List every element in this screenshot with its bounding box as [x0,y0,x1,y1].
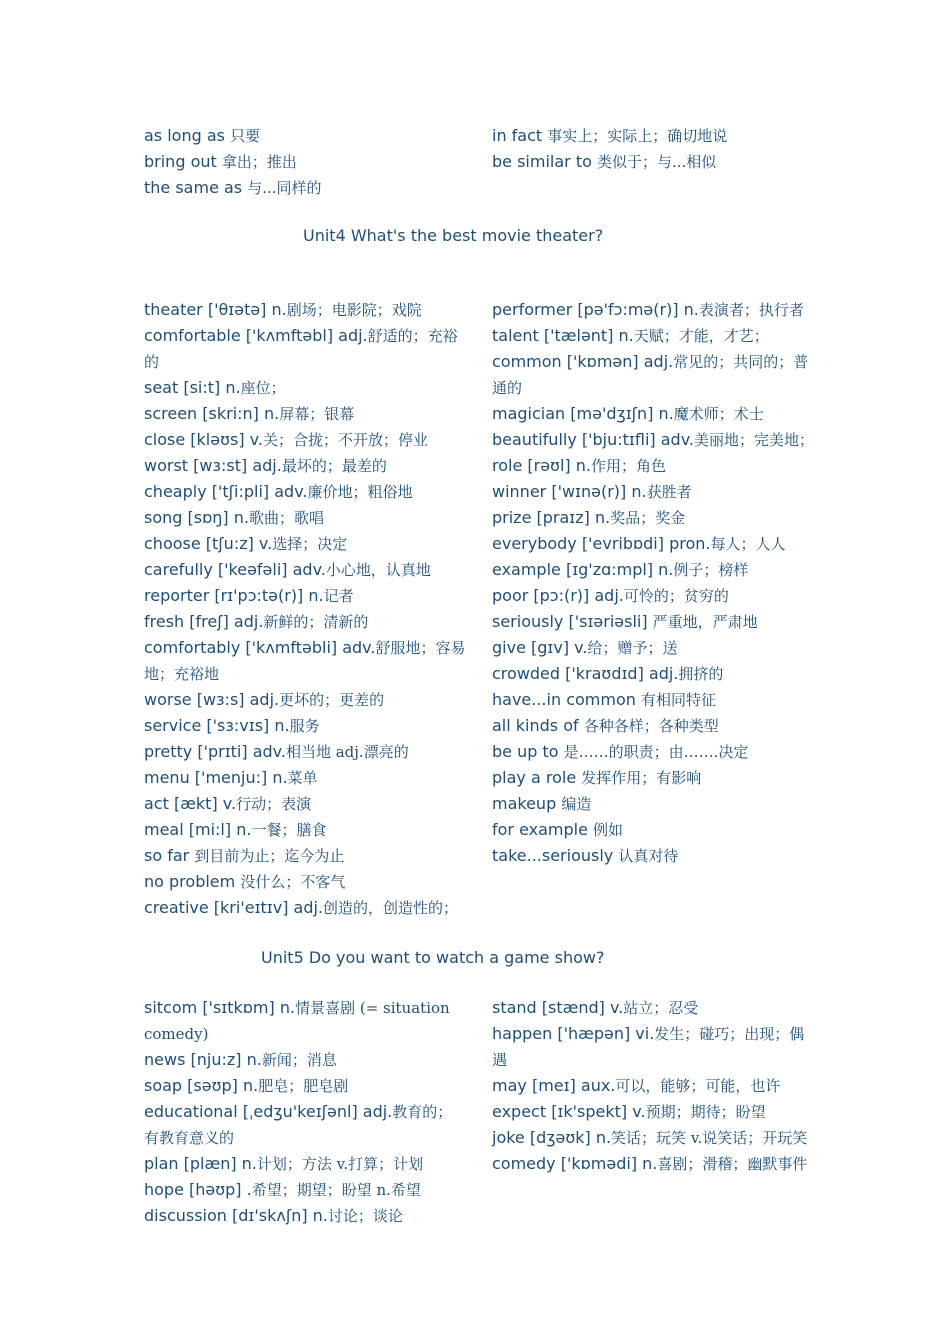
word-chinese: 最坏的；最差的 [281,457,387,475]
word-chinese: 教育的；有教育意义的 [144,1103,453,1147]
vocab-entry [492,635,814,661]
word-chinese: 严重地，严肃地 [652,613,758,631]
word-chinese: 到目前为止；迄今为止 [194,847,345,865]
vocab-entry [144,843,466,869]
word-english: soap [səʊp] n. [144,1076,259,1095]
word-english: screen [skri:n] n. [144,404,280,423]
word-chinese: 歌曲；歌唱 [248,509,324,527]
word-english: happen ['hæpən] vi. [492,1024,655,1043]
vocab-entry [144,453,466,479]
word-english: reporter [rɪ'pɔ:tə(r)] n. [144,586,324,605]
vocab-entry [144,1177,466,1203]
word-english: for example [492,820,594,839]
word-english: magician [mə'dʒɪʃn] n. [492,404,674,423]
word-chinese: 可以，能够；可能，也许 [615,1077,781,1095]
word-chinese: 事实上；实际上；确切地说 [547,127,728,145]
word-english: comfortable ['kʌmftəbl] adj. [144,326,368,345]
word-chinese: 只要 [230,127,261,145]
word-english: no problem [144,872,241,891]
word-english: poor [pɔ:(r)] adj. [492,586,624,605]
word-english: beautifully ['bju:tɪfli] adv. [492,430,694,449]
word-chinese: 拿出；推出 [221,153,297,171]
vocab-entry [492,323,814,349]
vocab-entry [144,791,466,817]
word-chinese: 廉价地；粗俗地 [307,483,413,501]
vocab-entry [492,505,814,531]
vocab-entry [492,1021,814,1073]
word-chinese: 选择；决定 [272,535,348,553]
word-english: sitcom ['sɪtkɒm] n. [144,998,296,1017]
word-chinese: 记者 [323,587,354,605]
vocab-entry [144,739,466,765]
vocab-entry [144,479,466,505]
vocab-entry [144,895,466,921]
vocab-entry [144,713,466,739]
word-chinese: 作用；角色 [590,457,666,475]
vocab-entry [144,1073,466,1099]
unit5-left-column [144,995,466,1229]
word-english: talent ['tælənt] n. [492,326,634,345]
word-english: joke [dʒəʊk] n. [492,1128,612,1147]
vocab-entry [144,765,466,791]
word-chinese: 给；赠予；送 [587,639,678,657]
word-chinese: 更坏的；更差的 [279,691,385,709]
word-english: seriously ['sɪəriəsli] [492,612,653,631]
word-english: expect [ɪk'spekt] v. [492,1102,646,1121]
word-chinese: 获胜者 [646,483,692,501]
word-english: act [ækt] v. [144,794,237,813]
vocab-entry [492,1125,814,1151]
vocab-entry [492,1151,814,1177]
word-english: close [kləʊs] v. [144,430,263,449]
word-chinese: 计划；方法 v.打算；计划 [256,1155,424,1173]
vocab-entry [492,297,814,323]
word-chinese: 美丽地；完美地； [694,431,815,449]
word-english: makeup [492,794,562,813]
word-chinese: 关；合拢；不开放；停业 [262,431,428,449]
unit5-heading: Unit5 Do you want to watch a game show? [261,948,605,967]
vocab-entry [492,453,814,479]
vocab-entry [492,583,814,609]
word-chinese: 例如 [593,821,624,839]
word-chinese: 可怜的；贫穷的 [623,587,729,605]
word-english: example [ɪg'zɑ:mpl] n. [492,560,674,579]
word-english: give [gɪv] v. [492,638,588,657]
word-english: be up to [492,742,564,761]
word-chinese: 奖品；奖金 [610,509,686,527]
vocab-entry [144,505,466,531]
word-chinese: 肥皂；肥皂剧 [258,1077,349,1095]
word-english: crowded ['kraʊdɪd] adj. [492,664,679,683]
vocab-entry [144,1151,466,1177]
word-chinese: 座位； [240,379,286,397]
word-chinese: 剧场；电影院；戏院 [286,301,422,319]
word-english: plan [plæn] n. [144,1154,257,1173]
word-chinese: 舒适的；充裕的 [144,327,458,371]
word-chinese: 常见的；共同的；普通的 [492,353,809,397]
word-english: comedy ['kɒmədi] n. [492,1154,658,1173]
word-english: song [sɒŋ] n. [144,508,249,527]
word-chinese: 表演者；执行者 [698,301,804,319]
word-chinese: 与...同样的 [247,179,322,197]
word-english: role [rəʊl] n. [492,456,591,475]
top-right-column [492,123,814,175]
vocab-entry [492,479,814,505]
word-chinese: 行动；表演 [236,795,312,813]
vocab-entry [492,349,814,401]
word-chinese: 类似于；与...相似 [596,153,717,171]
word-english: worse [wɜ:s] adj. [144,690,280,709]
word-english: worst [wɜ:st] adj. [144,456,282,475]
vocab-entry [492,713,814,739]
vocab-entry [492,531,814,557]
word-english: choose [tʃu:z] v. [144,534,273,553]
vocab-entry [492,765,814,791]
word-english: prize [praɪz] n. [492,508,611,527]
word-english: educational [ˌedʒu'keɪʃənl] adj. [144,1102,393,1121]
vocab-entry [144,323,466,375]
vocab-entry [492,557,814,583]
vocab-entry [492,791,814,817]
vocab-entry [492,401,814,427]
word-english: pretty ['prɪti] adv. [144,742,286,761]
word-english: take...seriously [492,846,619,865]
unit4-right-column [492,297,814,869]
word-english: winner ['wɪnə(r)] n. [492,482,647,501]
vocab-entry [144,635,466,687]
word-chinese: 服务 [289,717,320,735]
word-chinese: 天赋；才能，才艺； [633,327,769,345]
word-chinese: 创造的，创造性的； [323,899,459,917]
word-chinese: 发挥作用；有影响 [581,769,702,787]
word-english: be similar to [492,152,597,171]
vocab-entry [492,739,814,765]
word-english: everybody ['evribɒdi] pron. [492,534,711,553]
vocab-entry [492,661,814,687]
word-chinese: 菜单 [287,769,318,787]
vocab-entry [492,1073,814,1099]
word-english: stand [stænd] v. [492,998,624,1017]
word-english: theater ['θɪətə] n. [144,300,287,319]
unit4-heading: Unit4 What's the best movie theater? [303,226,604,245]
word-english: performer [pə'fɔ:mə(r)] n. [492,300,699,319]
word-english: so far [144,846,195,865]
vocab-entry [492,817,814,843]
vocab-entry [144,1203,466,1229]
word-english: news [nju:z] n. [144,1050,262,1069]
word-english: may [meɪ] aux. [492,1076,616,1095]
vocab-entry [492,1099,814,1125]
vocab-entry [144,401,466,427]
word-english: bring out [144,152,222,171]
vocab-entry [144,149,466,175]
vocab-entry [492,609,814,635]
vocab-entry [144,123,466,149]
word-chinese: 希望；期望；盼望 n.希望 [251,1181,421,1199]
word-english: discussion [dɪ'skʌʃn] n. [144,1206,328,1225]
word-english: service ['sɜ:vɪs] n. [144,716,290,735]
vocab-entry [492,123,814,149]
vocab-entry [144,1047,466,1073]
word-chinese: 各种各样；各种类型 [583,717,719,735]
word-chinese: 屏幕；银幕 [279,405,355,423]
word-english: all kinds of [492,716,584,735]
word-chinese: 没什么；不客气 [240,873,346,891]
word-english: in fact [492,126,548,145]
unit5-right-column [492,995,814,1177]
word-chinese: 有相同特征 [640,691,716,709]
word-english: play a role [492,768,582,787]
word-english: cheaply ['tʃi:pli] adv. [144,482,308,501]
word-chinese: 新鲜的；清新的 [263,613,369,631]
word-english: fresh [freʃ] adj. [144,612,264,631]
vocab-entry [144,609,466,635]
word-english: common ['kɒmən] adj. [492,352,674,371]
word-english: comfortably ['kʌmftəbli] adv. [144,638,376,657]
word-chinese: 预期；期待；盼望 [645,1103,766,1121]
vocab-entry [144,375,466,401]
word-chinese: 笑话；玩笑 v.说笑话；开玩笑 [611,1129,808,1147]
word-english: menu ['menju:] n. [144,768,288,787]
word-english: creative [kri'eɪtɪv] adj. [144,898,324,917]
word-chinese: 例子；榜样 [673,561,749,579]
word-chinese: 情景喜剧 (= situation comedy) [144,999,450,1043]
vocab-entry [144,1099,466,1151]
vocab-entry [144,995,466,1047]
vocab-entry [144,297,466,323]
vocab-entry [144,583,466,609]
word-english: meal [mi:l] n. [144,820,252,839]
vocab-entry [144,531,466,557]
vocab-entry [492,149,814,175]
vocab-entry [492,427,814,453]
word-english: carefully ['keəfəli] adv. [144,560,326,579]
vocab-entry [144,687,466,713]
word-english: seat [si:t] n. [144,378,241,397]
top-left-column [144,123,466,201]
word-english: as long as [144,126,231,145]
word-chinese: 发生；碰巧；出现；偶遇 [492,1025,805,1069]
word-chinese: 站立；忍受 [623,999,699,1017]
vocab-entry [144,817,466,843]
word-chinese: 是……的职责；由…….决定 [563,743,749,761]
word-chinese: 拥挤的 [678,665,724,683]
vocab-entry [492,995,814,1021]
word-english: have...in common [492,690,641,709]
word-chinese: 新闻；消息 [261,1051,337,1069]
unit4-left-column [144,297,466,921]
word-chinese: 魔术师；术士 [673,405,764,423]
vocab-entry [144,869,466,895]
vocab-entry [144,557,466,583]
word-english: hope [həʊp] . [144,1180,252,1199]
vocab-entry [492,843,814,869]
word-chinese: 编造 [561,795,592,813]
vocab-entry [144,427,466,453]
word-chinese: 每人；人人 [710,535,786,553]
word-chinese: 相当地 adj.漂亮的 [285,743,409,761]
vocab-entry [492,687,814,713]
vocab-entry [144,175,466,201]
word-chinese: 讨论；谈论 [327,1207,403,1225]
word-chinese: 认真对待 [618,847,679,865]
word-english: the same as [144,178,248,197]
word-chinese: 喜剧；滑稽；幽默事件 [657,1155,808,1173]
word-chinese: 舒服地；容易地；充裕地 [144,639,466,683]
word-chinese: 一餐；膳食 [251,821,327,839]
word-chinese: 小心地，认真地 [325,561,431,579]
